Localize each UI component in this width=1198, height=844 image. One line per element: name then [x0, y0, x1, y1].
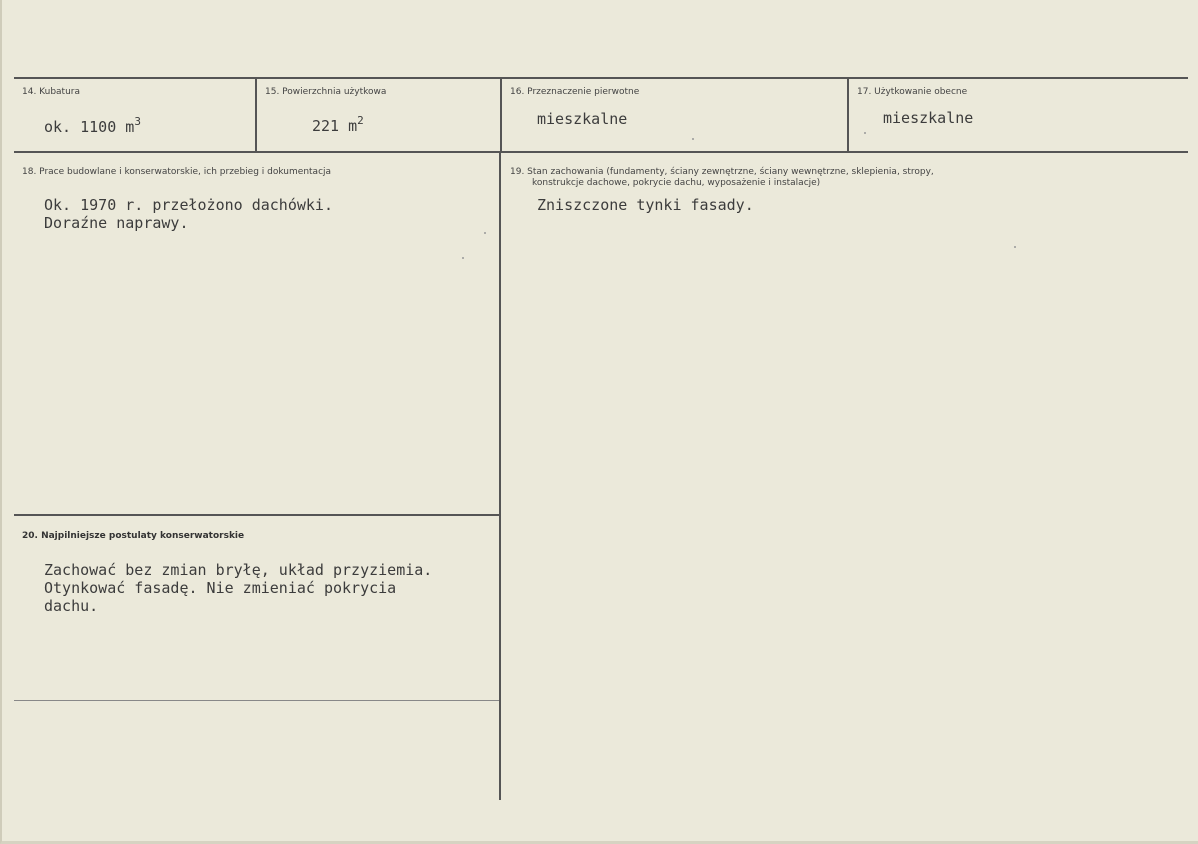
paper-speck — [462, 257, 464, 259]
field-14-value — [44, 112, 141, 137]
field-15-value-text: 221 m — [312, 117, 358, 135]
main-column-divider — [499, 152, 501, 800]
row-divider-1 — [14, 151, 1188, 153]
field-18-line-1: Ok. 1970 r. przełożono dachówki. — [44, 196, 333, 214]
column-divider-2 — [500, 78, 502, 152]
top-rule — [14, 77, 1188, 79]
paper-speck — [864, 132, 866, 134]
field-20-line-1: Zachować bez zmian bryłę, układ przyziemia. — [44, 561, 433, 579]
paper-speck — [1014, 246, 1016, 248]
field-19-line-1: Zniszczone tynki fasady. — [537, 196, 754, 214]
field-16-value: mieszkalne — [537, 110, 628, 128]
field-18-label: 18. Prace budowlane i konserwatorskie, ich przebieg i dokumentacja — [22, 167, 332, 177]
field-20-line-2: Otynkować fasadę. Nie zmieniać pokrycia — [44, 579, 397, 597]
field-15-value — [312, 111, 364, 136]
paper-speck — [484, 232, 486, 234]
field-18-line-2: Doraźne naprawy. — [44, 214, 189, 232]
column-divider-3 — [847, 78, 849, 152]
row-divider-3 — [14, 700, 500, 701]
row-divider-2 — [14, 514, 500, 516]
field-20-label: 20. Najpilniejsze postulaty konserwatorskie — [22, 531, 245, 541]
field-16-label: 16. Przeznaczenie pierwotne — [510, 87, 640, 97]
field-19-label-line-2: konstrukcje dachowe, pokrycie dachu, wyposażenie i instalacje) — [532, 178, 821, 188]
field-14-value-text: ok. 1100 m — [44, 118, 135, 136]
field-15-label: 15. Powierzchnia użytkowa — [265, 87, 387, 97]
field-19-label-line-1: 19. Stan zachowania (fundamenty, ściany zewnętrzne, ściany wewnętrzne, sklepienia, stropy, — [510, 167, 934, 177]
column-divider-1 — [255, 78, 257, 152]
field-20-line-3: dachu. — [44, 597, 99, 615]
paper-speck — [692, 138, 694, 140]
field-17-label: 17. Użytkowanie obecne — [857, 87, 968, 97]
field-14-label: 14. Kubatura — [22, 87, 81, 97]
field-17-value: mieszkalne — [883, 109, 974, 127]
field-14-value-exponent: 3 — [134, 115, 141, 128]
field-15-value-exponent: 2 — [357, 114, 364, 127]
